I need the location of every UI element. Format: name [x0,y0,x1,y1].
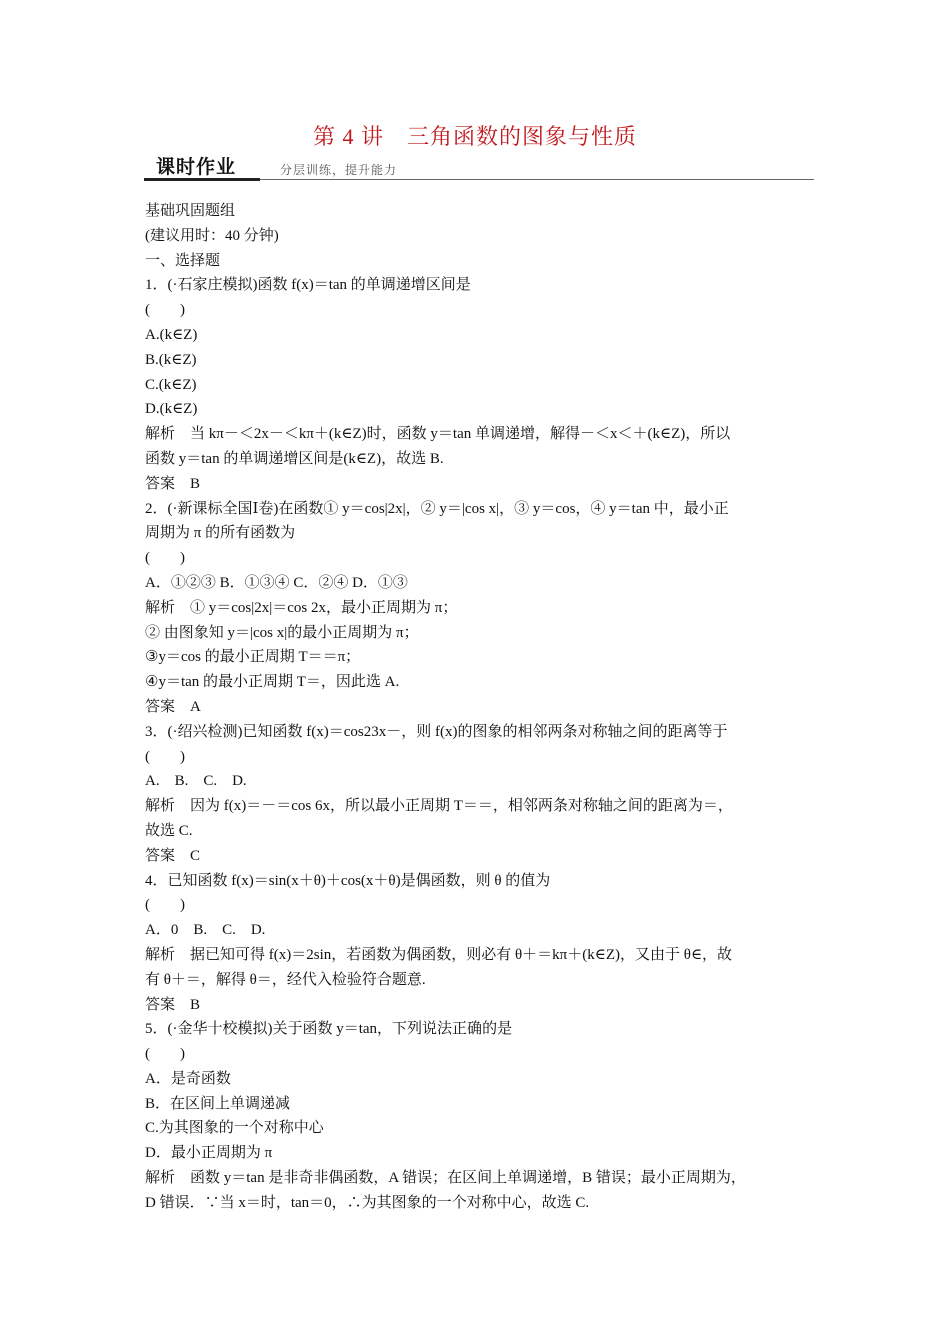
text-line: 有 θ＋＝，解得 θ＝，经代入检验符合题意. [145,971,426,988]
text-line: D 错误．∵当 x＝时，tan＝0，∴为其图象的一个对称中心，故选 C. [145,1194,590,1211]
section-banner [144,150,814,182]
text-line: C.(k∈Z) [145,376,197,393]
text-line: 1．(·石家庄模拟)函数 f(x)＝tan 的单调递增区间是 [145,277,471,294]
page-title: 第 4 讲 三角函数的图象与性质 [312,124,637,149]
text-line: ③y＝cos 的最小正周期 T＝＝π； [145,649,361,666]
text-line: 答案 B [145,996,201,1013]
text-line: A.(k∈Z) [145,326,198,343]
text-line: ( ) [145,748,185,765]
text-line: ( ) [145,1046,185,1063]
banner-underline-thin [260,179,814,180]
document-body [145,199,815,1216]
text-line: 解析 因为 f(x)＝－＝cos 6x，所以最小正周期 T＝＝，相邻两条对称轴之间的距离为＝， [145,798,733,815]
text-line: ( ) [145,302,185,319]
text-line: B.(k∈Z) [145,351,197,368]
text-line: 2．(·新课标全国Ⅰ卷)在函数① y＝cos|2x|，② y＝|cos x|，③ y＝cos，④ y＝tan 中，最小正 [145,500,729,517]
text-line: 周期为 π 的所有函数为 [145,525,296,542]
text-line: 一、选择题 [145,252,221,269]
text-line: A. B. C. D. [145,773,247,790]
text-line: (建议用时：40 分钟) [145,227,279,244]
banner-subheading: 分层训练，提升能力 [280,163,398,177]
text-line: 4．已知函数 f(x)＝sin(x＋θ)＋cos(x＋θ)是偶函数，则 θ 的值为 [145,872,551,889]
text-line: 解析 函数 y＝tan 是非奇非偶函数，A 错误；在区间上单调递增，B 错误；最小正周期为， [145,1170,746,1187]
banner-heading: 课时作业 [156,156,237,178]
text-line: 故选 C. [145,822,193,839]
text-line: ( ) [145,897,185,914]
text-line: 答案 A [145,698,201,715]
text-line: 解析 当 kπ－＜2x－＜kπ＋(k∈Z)时，函数 y＝tan 单调递增，解得－＜x＜＋(k∈Z)，所以 [145,426,731,443]
text-line: ( ) [145,550,185,567]
text-line: 3．(·绍兴检测)已知函数 f(x)＝cos23x－，则 f(x)的图象的相邻两条对称轴之间的距离等于 [145,723,728,740]
text-line: A．0 B. C. D. [145,922,266,939]
text-line: 解析 ① y＝cos|2x|＝cos 2x，最小正周期为 π； [145,599,458,616]
text-line: B．在区间上单调递减 [145,1095,291,1112]
text-line: A．是奇函数 [145,1070,231,1087]
text-line: 解析 据已知可得 f(x)＝2sin，若函数为偶函数，则必有 θ＋＝kπ＋(k∈Z)，又由于 θ∈，故 [145,946,733,963]
text-line: D.(k∈Z) [145,401,198,418]
text-line: D．最小正周期为 π [145,1145,273,1162]
banner-underline-thick [144,178,260,181]
text-line: 5．(·金华十校模拟)关于函数 y＝tan，下列说法正确的是 [145,1021,513,1038]
text-line: A．①②③ B．①③④ C．②④ D．①③ [145,574,408,591]
text-line: 答案 C [145,847,201,864]
text-line: 函数 y＝tan 的单调递增区间是(k∈Z)，故选 B. [145,450,444,467]
text-line: C.为其图象的一个对称中心 [145,1120,324,1137]
text-line: ② 由图象知 y＝|cos x|的最小正周期为 π； [145,624,419,641]
text-line: 答案 B [145,475,201,492]
text-line: 基础巩固题组 [145,203,236,219]
text-line: ④y＝tan 的最小正周期 T＝，因此选 A. [145,674,400,691]
